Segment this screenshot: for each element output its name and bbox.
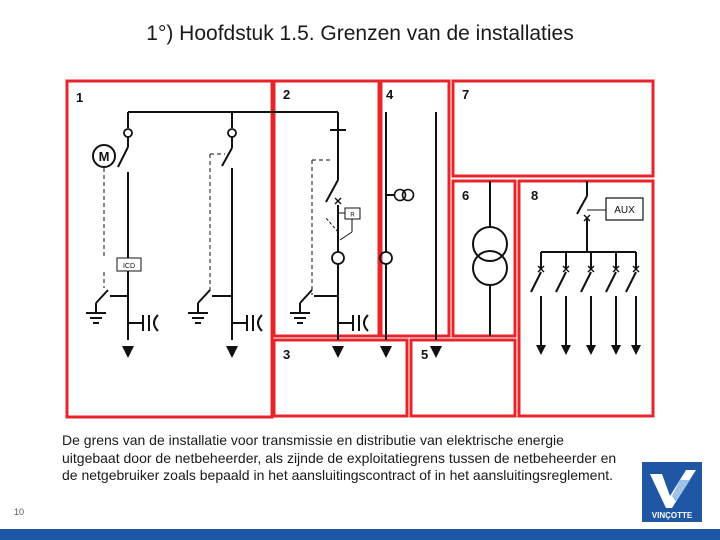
motor-label: M — [98, 149, 110, 164]
aux-label: AUX — [614, 205, 635, 216]
zone-1-label: 1 — [76, 90, 84, 105]
vincotte-logo — [642, 462, 702, 522]
zone-7-label: 7 — [462, 87, 470, 102]
page-title: 1°) Hoofdstuk 1.5. Grenzen van de installaties — [146, 22, 574, 45]
motor-icon — [93, 145, 115, 167]
zone-8-label: 8 — [531, 188, 539, 203]
zone-borders — [67, 81, 653, 417]
zone-3-label: 3 — [283, 347, 291, 362]
relay-box — [345, 208, 360, 219]
zone-6-label: 6 — [462, 188, 470, 203]
footer-bar — [0, 529, 720, 540]
zone-7-border — [453, 81, 653, 176]
zone-1-border — [67, 81, 272, 417]
aux-box — [606, 198, 643, 220]
caption-text: De grens van de installatie voor transmissie en distributie van elektrische energie uitgebaat door de netbeheerder, als zijnde de exploitatiegrens tussen de netbeheerder en de netgebruiker zoals bepaald in het aansluitingscontract of in het aansluitingsreglement. — [62, 432, 617, 483]
icd-box — [117, 258, 141, 271]
zone-4-label: 4 — [386, 87, 394, 102]
icd-label: ICD — [122, 263, 136, 270]
relay-label: R — [350, 212, 355, 219]
zone-6-border — [453, 181, 515, 336]
zone-4-border — [381, 81, 449, 336]
zone-5-label: 5 — [421, 347, 429, 362]
wiring — [104, 112, 636, 345]
zone-2-border — [274, 81, 379, 336]
logo-wordmark: VINÇOTTE — [651, 511, 693, 520]
page-number: 10 — [14, 507, 25, 517]
outgoing-arrows — [122, 345, 641, 358]
zone-2-label: 2 — [283, 87, 291, 102]
